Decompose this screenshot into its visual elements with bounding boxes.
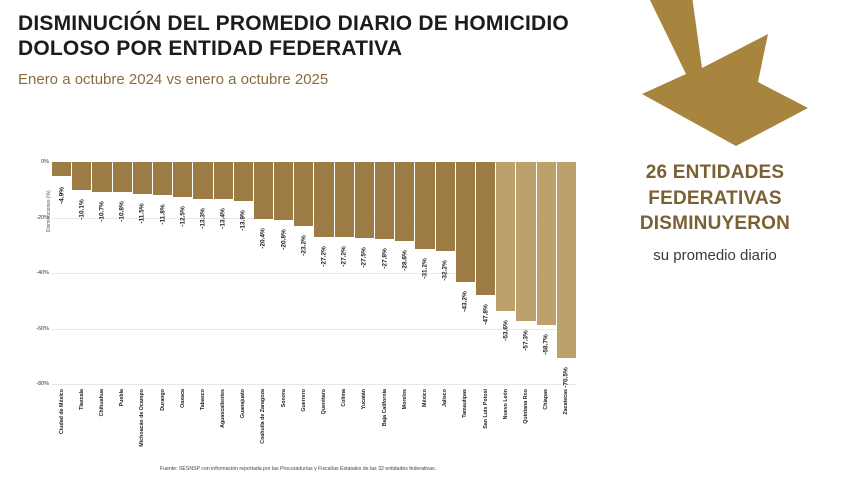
bar-value-label: -10.1% — [78, 199, 86, 220]
bar-value-label: -70.5% — [562, 366, 570, 388]
bar-column[interactable] — [496, 162, 515, 420]
y-axis-tick: -60% — [36, 325, 49, 332]
bar-value-label: -23.2% — [300, 235, 308, 257]
bar[interactable] — [113, 162, 132, 192]
y-axis-tick: -80% — [36, 381, 49, 387]
x-axis-category-label: Michoacán de Ocampo — [139, 389, 146, 447]
y-axis-tick: -20% — [36, 214, 49, 221]
bar[interactable] — [254, 162, 273, 219]
bar-column[interactable] — [415, 162, 434, 407]
bar[interactable] — [153, 162, 172, 195]
bar-column[interactable] — [254, 162, 273, 444]
bar-value-label: -57.3% — [522, 330, 530, 351]
bar[interactable] — [335, 162, 354, 237]
bar-value-label: -27.8% — [381, 248, 389, 269]
page-title: DISMINUCIÓN DEL PROMEDIO DIARIO DE HOMICIDIO DOLOSO POR ENTIDAD FEDERATIVA — [18, 12, 569, 60]
chart-panel — [14, 148, 582, 478]
bar[interactable] — [456, 162, 475, 282]
down-right-arrow-icon — [640, 0, 840, 150]
page-subtitle: Enero a octubre 2024 vs enero a octubre 2025 — [18, 70, 329, 88]
bar-value-label: -32.2% — [441, 260, 449, 282]
bar-column[interactable] — [193, 162, 212, 411]
x-axis-category-label: Ciudad de México — [58, 389, 65, 435]
x-axis-category-label: Aguascalientes — [220, 389, 227, 428]
x-axis-category-label: Jalisco — [442, 389, 449, 407]
bar[interactable] — [496, 162, 515, 311]
header — [18, 12, 618, 88]
y-axis-tick: -40% — [36, 270, 49, 276]
bar-value-label: -53.6% — [502, 319, 510, 341]
bar-series — [52, 162, 576, 447]
bar[interactable] — [537, 162, 556, 325]
bar-value-label: -27.2% — [340, 246, 348, 268]
bar-value-label: -58.7% — [542, 334, 550, 355]
bar[interactable] — [234, 162, 253, 201]
bar-column[interactable] — [173, 162, 192, 408]
bar-column[interactable] — [476, 162, 495, 429]
x-axis-category-label: Sonora — [280, 389, 287, 408]
bar-value-label: -11.8% — [159, 204, 167, 225]
bar-column[interactable] — [133, 162, 152, 447]
bar[interactable] — [173, 162, 192, 197]
bar-column[interactable] — [516, 162, 535, 424]
x-axis-category-label: Tamaulipas — [462, 389, 469, 418]
bar-column[interactable] — [355, 162, 374, 410]
bar-value-label: -10.7% — [98, 200, 106, 222]
bar[interactable] — [314, 162, 333, 237]
bar-value-label: -13.3% — [199, 208, 207, 229]
bar[interactable] — [133, 162, 152, 194]
bar-column[interactable] — [395, 162, 414, 410]
x-axis-category-label: San Luis Potosí — [482, 389, 489, 429]
x-axis-category-label: Morelos — [401, 389, 408, 410]
bar[interactable] — [476, 162, 495, 295]
bar-value-label: -4.9% — [58, 186, 66, 204]
x-axis-category-label: Chiapas — [543, 389, 550, 410]
x-axis-category-label: Chihuahua — [98, 389, 105, 417]
bar[interactable] — [375, 162, 394, 239]
bar-value-label: -10.8% — [118, 201, 126, 222]
bar-value-label: -20.8% — [280, 228, 288, 250]
x-axis-category-label: Zacatecas — [563, 389, 570, 415]
bar-value-label: -28.6% — [401, 250, 409, 272]
bar-column[interactable] — [537, 162, 556, 410]
x-axis-category-label: Oaxaca — [179, 389, 186, 408]
bar-column[interactable] — [335, 162, 354, 407]
bar-value-label: -27.5% — [360, 247, 368, 269]
bar-column[interactable] — [557, 162, 576, 415]
x-axis-category-label: Baja California — [381, 389, 388, 427]
bar[interactable] — [52, 162, 71, 176]
bar-value-label: -11.5% — [138, 203, 146, 224]
bar-value-label: -47.8% — [482, 303, 490, 325]
bar-value-label: -12.5% — [179, 205, 187, 227]
bar[interactable] — [72, 162, 91, 190]
bar-column[interactable] — [436, 162, 455, 407]
x-axis-category-label: Nuevo León — [502, 389, 509, 420]
callout-headline: 26 ENTIDADES FEDERATIVAS DISMINUYERON — [639, 162, 791, 235]
bar[interactable] — [516, 162, 535, 321]
gridline — [52, 384, 576, 385]
x-axis-category-label: Tlaxcala — [78, 389, 85, 410]
x-axis-category-label: Puebla — [119, 389, 126, 407]
bar-value-label: -31.2% — [421, 257, 429, 279]
bar[interactable] — [415, 162, 434, 249]
x-axis-category-label: Yucatán — [361, 389, 368, 410]
bar-column[interactable] — [294, 162, 313, 412]
bar-column[interactable] — [234, 162, 253, 419]
x-axis-category-label: Coahuila de Zaragoza — [260, 389, 267, 444]
x-axis-category-label: Tabasco — [199, 389, 206, 411]
x-axis-category-label: Durango — [159, 389, 166, 411]
callout-subline: su promedio diario — [653, 246, 777, 264]
bar[interactable] — [214, 162, 233, 199]
bar-value-label: -13.9% — [239, 209, 247, 231]
y-axis-label: Disminuciones (%) — [46, 190, 52, 232]
bar[interactable] — [193, 162, 212, 199]
bar-value-label: -20.4% — [259, 227, 267, 249]
x-axis-category-label: Colima — [341, 389, 348, 407]
bar[interactable] — [557, 162, 576, 358]
bar-column[interactable] — [214, 162, 233, 428]
bar-value-label: -27.2% — [320, 246, 328, 268]
bar-column[interactable] — [153, 162, 172, 411]
x-axis-category-label: Querétaro — [321, 389, 328, 415]
bar-column[interactable] — [456, 162, 475, 418]
y-axis-tick: 0% — [41, 159, 49, 165]
bar-column[interactable] — [314, 162, 333, 415]
bar-column[interactable] — [113, 162, 132, 407]
bar[interactable] — [436, 162, 455, 251]
bar[interactable] — [395, 162, 414, 241]
bar-column[interactable] — [274, 162, 293, 408]
bar-column[interactable] — [72, 162, 91, 410]
bar[interactable] — [92, 162, 111, 192]
bar-column[interactable] — [92, 162, 111, 417]
chart-plot-area — [36, 159, 576, 447]
x-axis-category-label: Quintana Roo — [522, 389, 529, 424]
x-axis-category-label: Guanajuato — [240, 389, 247, 419]
bar-column[interactable] — [375, 162, 394, 427]
bar-value-label: -43.2% — [461, 291, 469, 312]
x-axis-category-label: Guerrero — [300, 389, 307, 412]
bar[interactable] — [294, 162, 313, 226]
x-axis-category-label: México — [421, 389, 428, 407]
bar-value-label: -13.4% — [219, 208, 227, 229]
bar-column[interactable] — [52, 162, 71, 435]
callout — [595, 160, 835, 264]
source-note: Fuente: SESNSP con información reportada por las Procuradurías y Fiscalías Estatales de las 32 entidades federativas. — [159, 466, 437, 472]
bar[interactable] — [355, 162, 374, 238]
bar[interactable] — [274, 162, 293, 220]
